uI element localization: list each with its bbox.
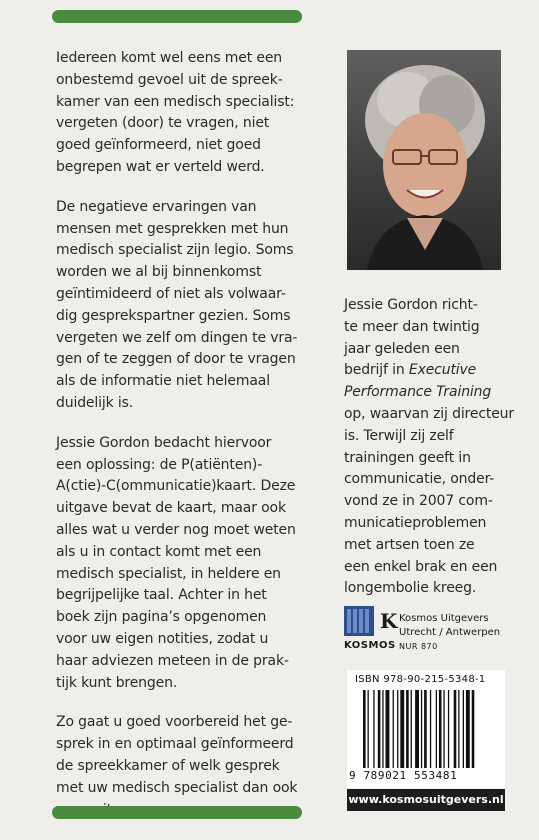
back-cover-blurb [56, 48, 332, 839]
kosmos-logo-icon [344, 606, 398, 636]
publisher-cities: Utrecht / Antwerpen [399, 627, 501, 638]
logo-letter: K [380, 609, 398, 633]
barcode-icon [361, 690, 499, 770]
publisher-info [399, 612, 500, 654]
blurb-paragraph-2: De negatieve ervaringen van mensen met gesprekken met hun medisch specialist zijn legio. Soms worden we al bij binnenkomst geïntimideerd of niet als volwaar- dig gesprekspartner gezien. Soms vergeten we zelf om dingen te vra- gen of te zeggen of door te vragen als de informatie niet helemaal duidelijk is. [56, 198, 298, 411]
nur-code: NUR 870 [399, 642, 438, 651]
publisher-website: www.kosmosuitgevers.nl [347, 789, 505, 811]
top-accent-bar [52, 10, 302, 23]
author-bio: Jessie Gordon richt- te meer dan twintig jaar geleden een bedrijf in Executive Performance Training op, waarvan zij directeur is. Terwijl zij zelf trainingen geeft in communicatie, onder- vond ze in 2007 com- municatieproblemen met artsen toen ze een enkel brak en een longembolie kreeg. [344, 297, 514, 597]
publisher-block [344, 606, 524, 658]
barcode-digits: 9 789021 553481 [349, 769, 458, 782]
isbn-barcode-box [347, 670, 505, 788]
author-photo [347, 50, 501, 270]
logo-wordmark: KOSMOS [344, 640, 396, 651]
blurb-paragraph-3: Jessie Gordon bedacht hiervoor een oplossing: de P(atiënten)- A(ctie)-C(ommunicatie)kaart. Deze uitgave bevat de kaart, maar ook alles wat u verder nog moet weten als u in contact komt met een medisch specialist, in heldere en begrijpelijke taal. Achter in het boek zijn pagina’s opgenomen voor uw eigen notities, zodat u haar adviezen meteen in de prak- tijk kunt brengen. [56, 434, 296, 691]
company-name: Executive Performance Training [344, 362, 492, 401]
blurb-paragraph-1: Iedereen komt wel eens met een onbestemd gevoel uit de spreek- kamer van een medisch specialist: vergeten (door) te vragen, niet goed geïnformeerd, niet goed begrepen wat er verteld werd. [56, 50, 295, 175]
bottom-accent-bar [52, 806, 302, 819]
publisher-name: Kosmos Uitgevers [399, 613, 489, 624]
blurb-paragraph-4: Zo gaat u goed voorbereid het ge- sprek in en optimaal geïnformeerd de spreekkamer of welk gesprek met uw medisch specialist dan ook [56, 714, 298, 796]
author-portrait-image [347, 50, 501, 270]
isbn-label: ISBN 978-90-215-5348-1 [355, 674, 486, 685]
